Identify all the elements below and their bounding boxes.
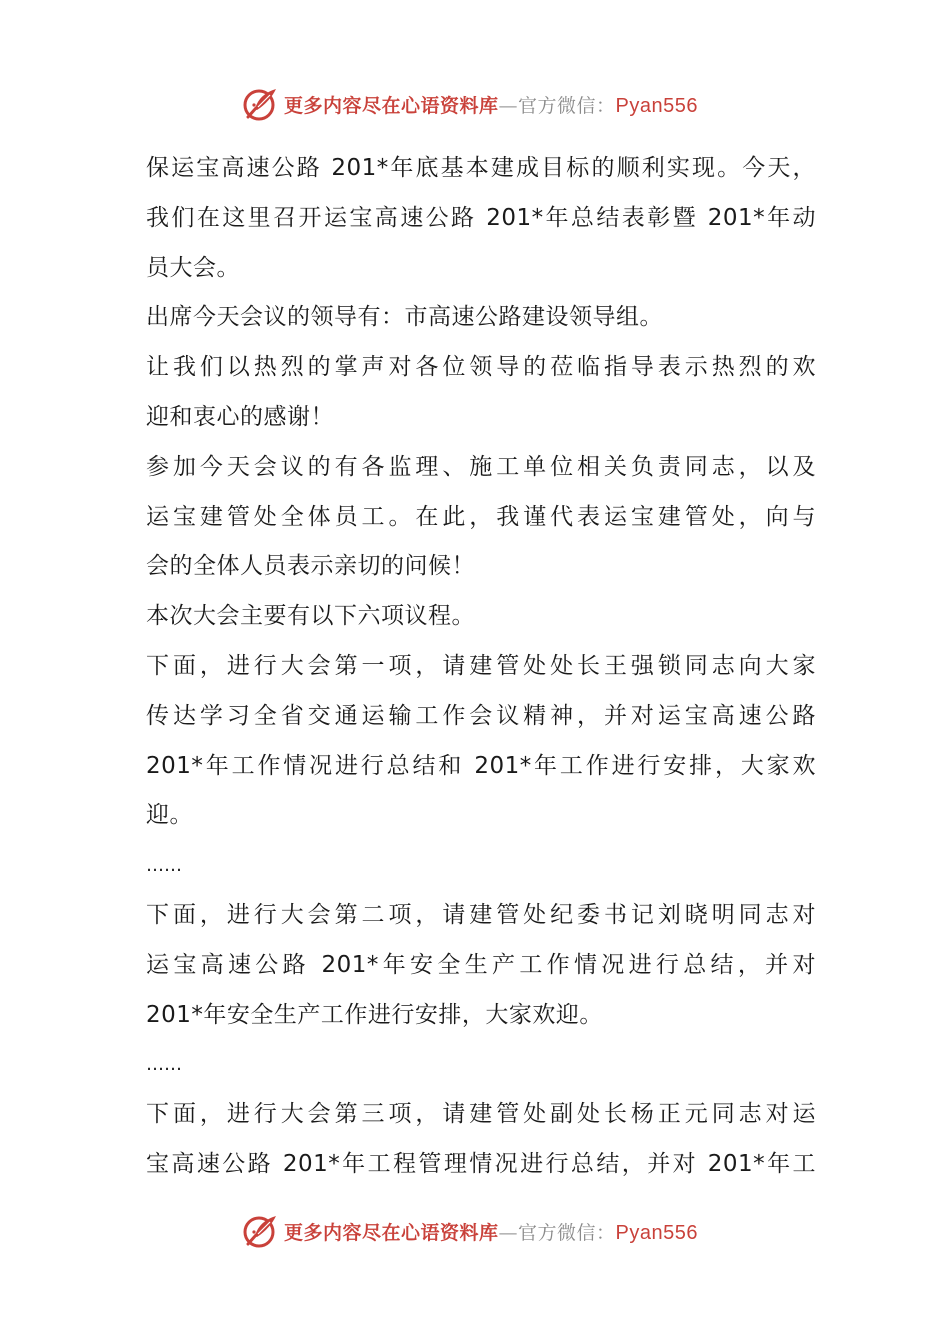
text-line: 本次大会主要有以下六项议程。: [146, 603, 475, 630]
header-wechat-label: 官方微信：: [518, 94, 616, 117]
footer-banner: [0, 1209, 950, 1253]
header-wechat-id: Pyan556: [615, 94, 698, 117]
text-line: 参加今天会议的有各监理、施工单位相关负责同志，以及: [146, 453, 816, 480]
footer-banner-text: [284, 1218, 698, 1245]
text-line: 会的全体人员表示亲切的问候！: [146, 553, 475, 580]
quill-logo-icon: [242, 1213, 278, 1249]
header-brand: 更多内容尽在心语资料库: [284, 94, 499, 117]
header-dash: —: [498, 94, 519, 117]
header-banner-inner: [242, 86, 698, 122]
document-body: [146, 144, 816, 1190]
text-line: 运宝高速公路 201*年安全生产工作情况进行总结，并对: [146, 951, 816, 978]
footer-wechat-id: Pyan556: [615, 1221, 698, 1244]
text-line: 迎。: [146, 802, 193, 829]
text-line: 下面，进行大会第一项，请建管处处长王强锁同志向大家: [146, 652, 816, 679]
ellipsis-line: ……: [146, 1054, 182, 1076]
footer-dash: —: [498, 1221, 519, 1244]
ellipsis-line: ……: [146, 855, 182, 877]
header-banner-text: [284, 91, 698, 118]
header-banner: [0, 82, 950, 126]
text-line: 员大会。: [146, 254, 240, 281]
text-line: 让我们以热烈的掌声对各位领导的莅临指导表示热烈的欢: [146, 354, 816, 381]
text-line: 下面，进行大会第三项，请建管处副处长杨正元同志对运: [146, 1101, 816, 1128]
text-line: 保运宝高速公路 201*年底基本建成目标的顺利实现。今天，: [146, 155, 816, 181]
text-line: 我们在这里召开运宝高速公路 201*年总结表彰暨 201*年动: [146, 204, 816, 231]
footer-brand: 更多内容尽在心语资料库: [284, 1221, 499, 1244]
footer-banner-inner: [242, 1213, 698, 1249]
quill-logo-icon: [242, 86, 278, 122]
footer-wechat-label: 官方微信：: [518, 1221, 616, 1244]
text-line: 迎和衷心的感谢！: [146, 403, 334, 430]
text-line: 201*年工作情况进行总结和 201*年工作进行安排，大家欢: [146, 752, 816, 779]
text-line: 运宝建管处全体员工。在此，我谨代表运宝建管处，向与: [146, 503, 816, 530]
text-line: 201*年安全生产工作进行安排，大家欢迎。: [146, 1001, 603, 1028]
text-line: 宝高速公路 201*年工程管理情况进行总结，并对 201*年工: [146, 1150, 816, 1177]
text-line: 下面，进行大会第二项，请建管处纪委书记刘晓明同志对: [146, 901, 816, 928]
text-line: 传达学习全省交通运输工作会议精神，并对运宝高速公路: [146, 702, 816, 729]
text-line: 出席今天会议的领导有：市高速公路建设领导组。: [146, 304, 663, 331]
